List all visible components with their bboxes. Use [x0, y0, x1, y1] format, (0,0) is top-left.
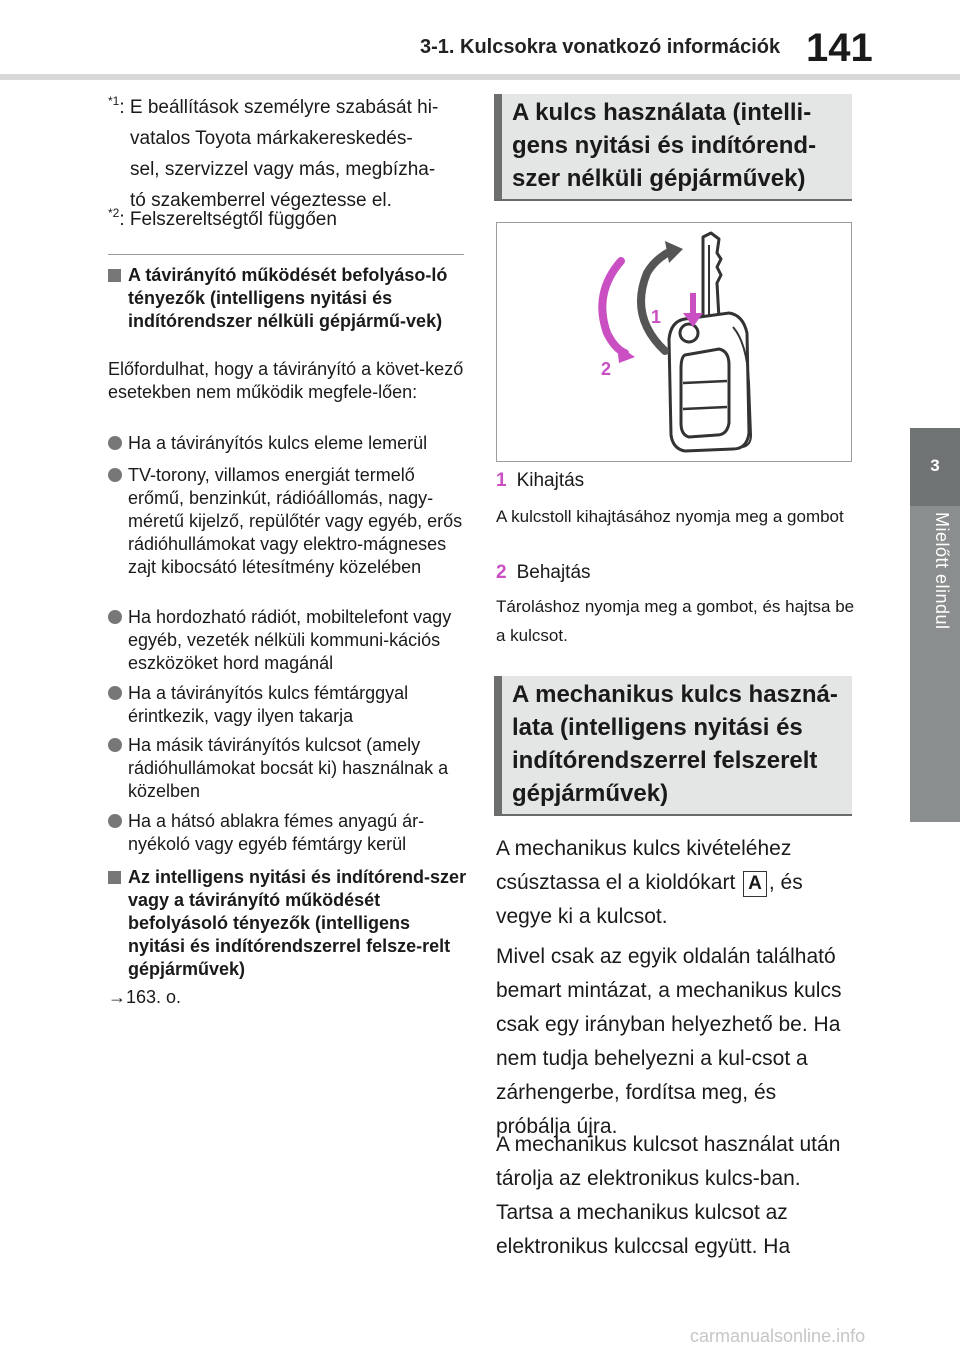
figure-label-2: 2 — [601, 359, 612, 379]
step-description-text: A kulcstoll kihajtásához nyomja meg a gombot — [496, 507, 844, 526]
release-lever-label: A — [743, 871, 767, 897]
footnote-marker: *1 — [108, 94, 120, 108]
divider — [108, 254, 464, 255]
footnote-2: $^{*2}$: Felszereltségtől függően — [108, 206, 337, 230]
chapter-number: 3 — [930, 456, 940, 475]
box-heading-key-usage — [494, 94, 852, 201]
step-1 — [496, 470, 584, 492]
bullet-icon — [108, 436, 122, 450]
fold-arrow — [602, 261, 625, 353]
body-text: , és vegye ki a kulcsot. — [496, 871, 803, 928]
header-rule — [0, 74, 960, 80]
list-item-text: Ha hordozható rádiót, mobiltelefont vagy egyéb, vezeték nélküli kommuni-kációs eszközöket hord magánál — [128, 607, 452, 673]
list-item-text: Ha a távirányítós kulcs fémtárggyal érintkezik, vagy ilyen takarja — [128, 683, 409, 726]
mechanical-key-paragraph: Mivel csak az egyik oldalán található bemart mintázat, a mechanikus kulcs csak egy irányban helyezhető be. Ha nem tudja behelyezni a kul-csot a zárhengerbe, fordítsa meg, és próbálja újra. — [496, 945, 842, 1138]
box-heading-text: A kulcs használata (intelli-gens nyitási és indítórend-szer nélküli gépjárművek) — [512, 99, 817, 192]
heading-bar — [494, 94, 502, 199]
mechanical-key-paragraph — [496, 832, 856, 934]
key-button-panel — [681, 349, 729, 437]
list-item — [108, 810, 468, 856]
body-text: A mechanikus kulcs kivételéhez csúsztassa el a kioldókart — [496, 837, 792, 894]
footnote-marker: *2 — [108, 206, 120, 220]
square-bullet-icon — [108, 269, 121, 282]
subheading-text: Az intelligens nyitási és indítórend-szer vagy a távirányító működését befolyásoló tényezők (intelligens nyitási és indítórendszerrel felsze-relt gépjárművek) — [128, 867, 467, 979]
step-title: Behajtás — [516, 562, 591, 583]
list-item-text: TV-torony, villamos energiát termelő erőmű, benzinkút, rádióállomás, nagy-méretű kijelző, repülőtér vagy egyéb, erős rádióhullámokat vagy elektro-mágneses zajt kibocsátó létesítmény közelében — [128, 465, 463, 577]
square-bullet-icon — [108, 871, 121, 884]
subheading-smart-entry-factors — [108, 866, 468, 981]
page-reference[interactable]: →163. o. — [108, 987, 182, 1007]
footnote-line: sel, szervizzel vagy más, megbízha- — [130, 159, 436, 180]
footnote-line: tó szakemberrel végeztesse el. — [130, 190, 392, 211]
intro-paragraph: Előfordulhat, hogy a távirányító a követ-kező esetekben nem működik megfele-lően: — [108, 359, 464, 402]
key-blade — [703, 233, 721, 319]
step-description — [496, 502, 856, 531]
bullet-icon — [108, 610, 122, 624]
box-heading-text: A mechanikus kulcs haszná-lata (intelligens nyitási és indítórendszerrel felszerelt gépjárművek) — [512, 681, 838, 807]
list-item-text: Ha a távirányítós kulcs eleme lemerül — [128, 433, 428, 453]
watermark: carmanualsonline.info — [690, 1326, 866, 1346]
release-button — [680, 324, 698, 342]
page-number: 141 — [806, 26, 873, 70]
list-item — [108, 734, 468, 803]
list-item — [108, 432, 468, 455]
step-description-text: Tároláshoz nyomja meg a gombot, és hajtsa be a kulcsot. — [496, 597, 855, 645]
list-item-text: Ha a hátsó ablakra fémes anyagú ár-nyékoló vagy egyéb fémtárgy kerül — [128, 811, 425, 854]
heading-bar — [494, 676, 502, 814]
footnote-1: $^{*1}$: E beállítások személyre szabását hi- vatalos Toyota márkakereskedés- sel, szervizzel vagy más, megbízha- tó szakemberrel végeztesse el. — [108, 86, 468, 216]
step-description — [496, 592, 856, 650]
key-illustration — [496, 222, 852, 462]
chapter-label: Mielőtt elindul — [932, 512, 952, 630]
step-number: 2 — [496, 562, 507, 583]
bullet-icon — [108, 686, 122, 700]
mechanical-key-paragraph: A mechanikus kulcsot használat után tárolja az elektronikus kulcs-ban. Tartsa a mechanikus kulcsot az elektronikus kulccsal együtt. Ha — [496, 1133, 841, 1258]
list-item — [108, 464, 468, 579]
bullet-icon — [108, 468, 122, 482]
list-item-text: Ha másik távirányítós kulcsot (amely rádióhullámokat bocsát ki) használnak a közelben — [128, 735, 449, 801]
unfold-arrow — [641, 251, 671, 351]
box-heading-mechanical-key — [494, 676, 852, 816]
list-item — [108, 606, 468, 675]
figure-label-1: 1 — [651, 307, 662, 327]
unfold-arrow-head — [665, 241, 683, 263]
subheading-remote-factors — [108, 264, 468, 333]
footnote-line: Felszereltségtől függően — [129, 209, 337, 230]
bullet-icon — [108, 814, 122, 828]
list-item — [108, 682, 468, 728]
flip-key-drawing — [497, 223, 851, 461]
fold-arrow-head — [617, 345, 635, 363]
section-title: 3-1. Kulcsokra vonatkozó információk — [420, 36, 781, 58]
step-number: 1 — [496, 470, 507, 491]
subheading-text: A távirányító működését befolyáso-ló tényezők (intelligens nyitási és indítórendszer nélküli gépjármű-vek) — [128, 265, 448, 331]
footnote-line: E beállítások személyre szabását hi- — [129, 97, 439, 118]
bullet-icon — [108, 738, 122, 752]
step-2 — [496, 562, 591, 584]
footnote-line: vatalos Toyota márkakereskedés- — [130, 128, 413, 149]
step-title: Kihajtás — [516, 470, 585, 491]
